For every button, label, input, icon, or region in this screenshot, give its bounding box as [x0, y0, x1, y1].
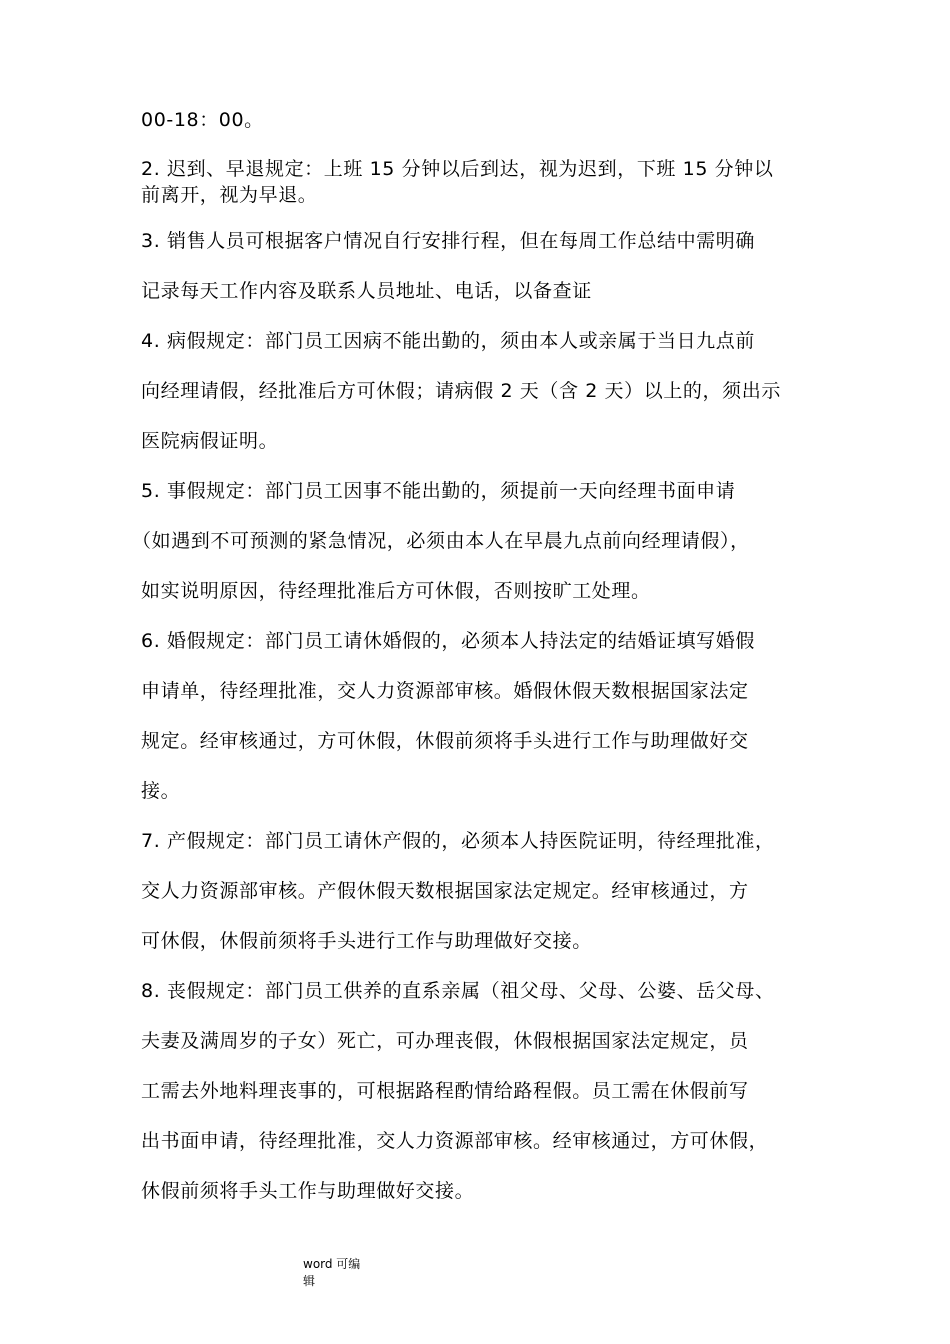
footer-line: word 可编	[303, 1257, 361, 1271]
footer-line: 辑	[303, 1274, 316, 1288]
text-line: 夫妻及满周岁的子女）死亡，可办理丧假，休假根据国家法定规定，员	[141, 1030, 749, 1052]
text-line: 前离开，视为早退。	[141, 184, 318, 206]
text-line: 6. 婚假规定：部门员工请休婚假的，必须本人持法定的结婚证填写婚假	[141, 630, 755, 652]
text-line: 2. 迟到、早退规定：上班 15 分钟以后到达，视为迟到，下班 15 分钟以	[141, 158, 774, 180]
text-line: 工需去外地料理丧事的，可根据路程酌情给路程假。员工需在休假前写	[141, 1080, 749, 1102]
text-line: 7. 产假规定：部门员工请休产假的，必须本人持医院证明，待经理批准，	[141, 830, 775, 852]
text-line: 4. 病假规定：部门员工因病不能出勤的，须由本人或亲属于当日九点前	[141, 330, 755, 352]
text-line: 休假前须将手头工作与助理做好交接。	[141, 1180, 475, 1202]
text-line: 接。	[141, 780, 181, 802]
text-line: 5. 事假规定：部门员工因事不能出勤的，须提前一天向经理书面申请	[141, 480, 736, 502]
text-line: （如遇到不可预测的紧急情况，必须由本人在早晨九点前向经理请假），	[132, 530, 750, 552]
text-line: 向经理请假，经批准后方可休假；请病假 2 天（含 2 天）以上的，须出示	[141, 380, 781, 402]
text-line: 00-18：00。	[141, 109, 264, 131]
text-line: 3. 销售人员可根据客户情况自行安排行程，但在每周工作总结中需明确	[141, 230, 755, 252]
text-line: 医院病假证明。	[141, 430, 279, 452]
text-line: 规定。经审核通过，方可休假，休假前须将手头进行工作与助理做好交	[141, 730, 749, 752]
text-line: 记录每天工作内容及联系人员地址、电话，以备查证	[141, 280, 592, 302]
text-line: 可休假，休假前须将手头进行工作与助理做好交接。	[141, 930, 592, 952]
text-line: 交人力资源部审核。产假休假天数根据国家法定规定。经审核通过，方	[141, 880, 749, 902]
text-line: 申请单，待经理批准，交人力资源部审核。婚假休假天数根据国家法定	[141, 680, 749, 702]
text-line: 8. 丧假规定：部门员工供养的直系亲属（祖父母、父母、公婆、岳父母、	[141, 980, 775, 1002]
page-footer	[303, 1256, 360, 1290]
text-line: 如实说明原因，待经理批准后方可休假，否则按旷工处理。	[141, 580, 651, 602]
text-line: 出书面申请，待经理批准，交人力资源部审核。经审核通过，方可休假，	[141, 1130, 769, 1152]
